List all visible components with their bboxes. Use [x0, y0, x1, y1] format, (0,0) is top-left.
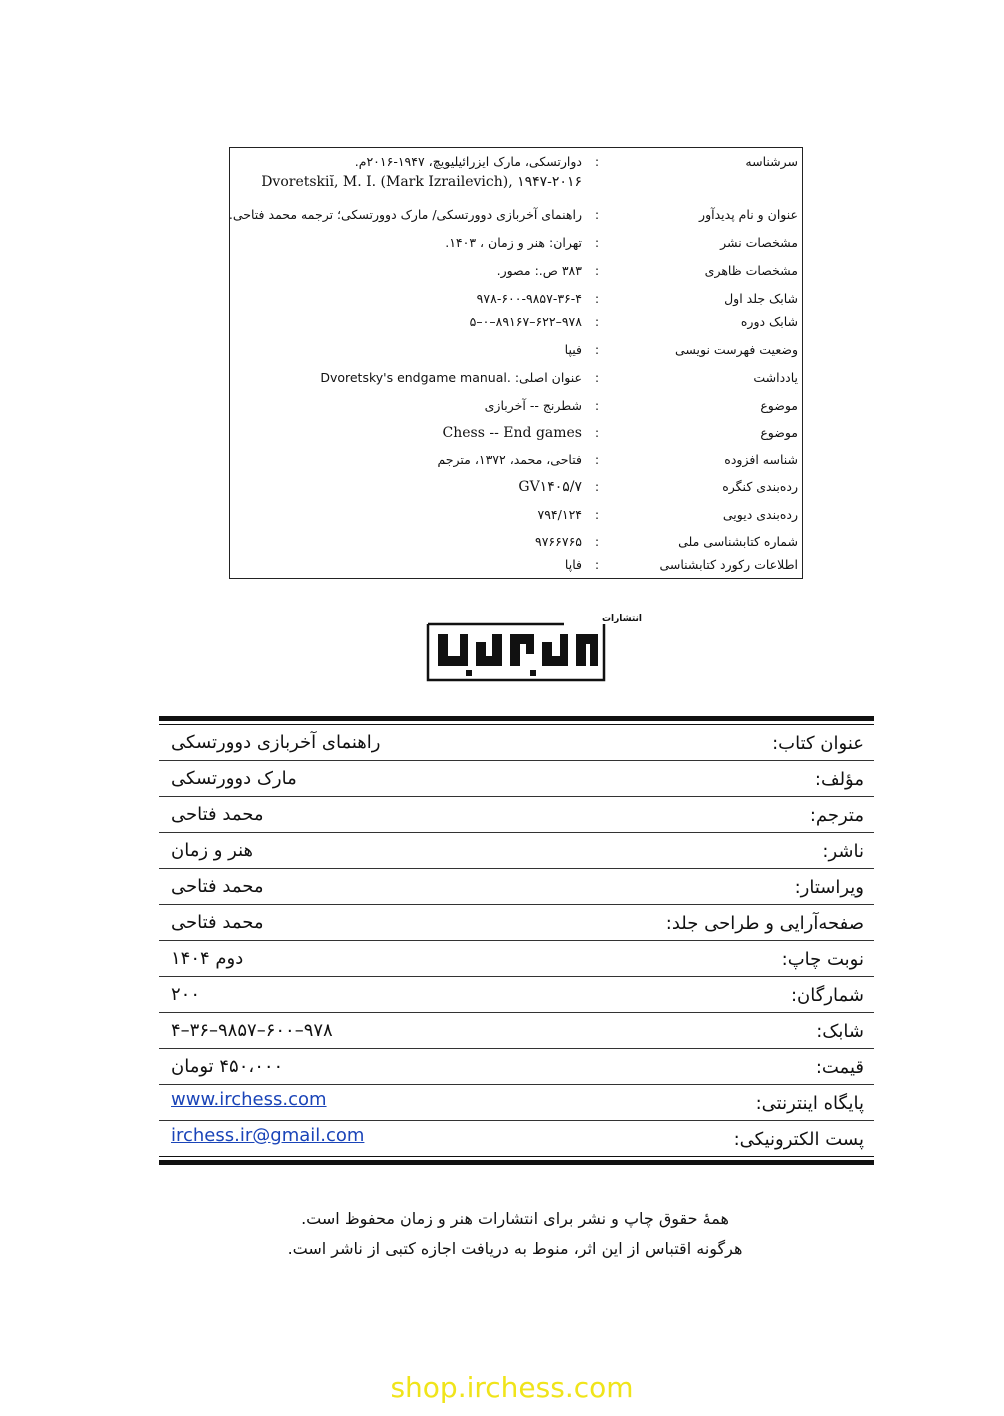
info-row-isbn — [159, 1013, 874, 1049]
website-link[interactable]: www.irchess.com — [171, 1089, 327, 1110]
cip-colon: : — [595, 535, 600, 549]
cip-label: شناسه افزوده — [724, 452, 798, 467]
cip-label: شابک دوره — [740, 314, 798, 329]
info-row-website — [159, 1085, 874, 1121]
info-value: هنر و زمان — [171, 840, 254, 861]
info-value: محمد فتاحی — [171, 804, 264, 825]
cip-label: عنوان و نام پدیدآور — [699, 207, 798, 222]
shop-footer-text: shop.irchess.com — [390, 1371, 634, 1404]
info-value: ۲۰۰ — [171, 984, 201, 1005]
info-label: نوبت چاپ: — [781, 949, 864, 970]
cip-value: ۳۸۳ ص.: مصور. — [496, 263, 582, 278]
info-label: شابک: — [816, 1021, 864, 1042]
cip-label: مشخصات ظاهری — [704, 263, 798, 278]
cip-row-national-bib-no — [230, 530, 802, 554]
cip-colon: : — [595, 480, 600, 494]
info-row-layout-design — [159, 905, 874, 941]
info-row-title — [159, 725, 874, 761]
cip-row-added-entry — [230, 448, 802, 472]
info-row-translator — [159, 797, 874, 833]
cip-value: ۹۷۸–۶۲۲–۸۹۱۶۷–۰–۵ — [469, 314, 582, 329]
cip-value: ۹۷۶۶۷۶۵ — [535, 534, 582, 549]
cip-value: فیپا — [564, 342, 582, 357]
info-label: مترجم: — [809, 805, 864, 826]
cip-row-isbn-set — [230, 310, 802, 334]
book-info-table — [159, 716, 874, 1165]
info-label: صفحه‌آرایی و طراحی جلد: — [665, 913, 864, 934]
info-label: پایگاه اینترنتی: — [755, 1093, 864, 1114]
cip-value: راهنمای آخربازی دوورتسکی/ مارک دوورتسکی؛ ترجمه محمد فتاحی. — [228, 207, 582, 222]
cip-row-lc-class — [230, 475, 802, 499]
cip-value: دوارتسکی، مارک ایزرائیلیویچ، ۱۹۴۷-۲۰۱۶م. — [354, 154, 582, 169]
info-row-publisher — [159, 833, 874, 869]
cip-colon: : — [595, 399, 600, 413]
cip-label: اطلاعات رکورد کتابشناسی — [659, 557, 798, 572]
info-row-author — [159, 761, 874, 797]
cip-value: تهران: هنر و زمان ، ۱۴۰۳. — [445, 235, 582, 250]
cip-label: وضعیت فهرست نویسی — [674, 342, 798, 357]
cip-row-subject-fa — [230, 394, 802, 418]
cip-label: شابک جلد اول — [724, 291, 798, 306]
cip-colon: : — [595, 453, 600, 467]
cip-row-subject-en — [230, 421, 802, 445]
info-row-print-run — [159, 977, 874, 1013]
info-value: محمد فتاحی — [171, 912, 264, 933]
cip-colon: : — [595, 208, 600, 222]
cip-label: شماره کتابشناسی ملی — [678, 534, 798, 549]
table-top-thick-rule — [159, 716, 874, 721]
cip-value: عنوان اصلی: .Dvoretsky's endgame manual — [320, 370, 582, 385]
info-value: مارک دوورتسکی — [171, 768, 297, 789]
info-value: ۹۷۸–۶۰۰–۹۸۵۷–۳۶–۴ — [171, 1020, 333, 1041]
cip-row-isbn-vol1 — [230, 287, 802, 311]
info-row-editor — [159, 869, 874, 905]
info-value: دوم ۱۴۰۴ — [171, 948, 244, 969]
cip-colon: : — [595, 315, 600, 329]
cip-label: مشخصات نشر — [720, 235, 798, 250]
cip-value: فتاحی، محمد، ۱۳۷۲، مترجم — [437, 452, 582, 467]
info-value: راهنمای آخربازی دوورتسکی — [171, 732, 381, 753]
email-link[interactable]: irchess.ir@gmail.com — [171, 1125, 365, 1146]
info-label: مؤلف: — [814, 769, 864, 790]
copyright-line-1: همهٔ حقوق چاپ و نشر برای انتشارات هنر و زمان محفوظ است. — [301, 1209, 729, 1228]
cip-value: فاپا — [564, 557, 582, 572]
publisher-logo — [426, 612, 642, 682]
cip-label: ردەبندی کنگره — [722, 479, 798, 494]
cataloguing-box — [229, 147, 803, 579]
cip-label: ردەبندی دیویی — [722, 507, 798, 522]
copyright-line-2: هرگونه اقتباس از این اثر، منوط به دریافت اجازه کتبی از ناشر است. — [287, 1239, 743, 1258]
cip-label: موضوع — [760, 425, 798, 440]
cip-colon: : — [595, 558, 600, 572]
cip-row-publication — [230, 231, 802, 255]
cip-value: ۹۷۸-۶۰۰-۹۸۵۷-۳۶-۴ — [476, 291, 582, 306]
cip-label: سرشناسه — [745, 154, 798, 169]
cip-colon: : — [595, 371, 600, 385]
info-row-edition — [159, 941, 874, 977]
info-label: پست الکترونیکی: — [733, 1129, 864, 1150]
publisher-logo-mark — [426, 612, 642, 682]
svg-text:انتشارات: انتشارات — [602, 614, 642, 624]
cip-label: یادداشت — [753, 370, 798, 385]
cip-colon: : — [595, 155, 600, 169]
cip-row-cataloguing-status — [230, 338, 802, 362]
cip-colon: : — [595, 264, 600, 278]
cip-colon: : — [595, 292, 600, 306]
cip-value: شطرنج -- آخربازی — [484, 398, 582, 413]
cip-row-physical — [230, 259, 802, 283]
cip-row-dewey — [230, 503, 802, 527]
cip-colon: : — [595, 236, 600, 250]
cip-row-title — [230, 203, 802, 227]
cip-colon: : — [595, 343, 600, 357]
info-label: عنوان کتاب: — [772, 733, 864, 754]
cip-row-note — [230, 366, 802, 390]
info-row-price — [159, 1049, 874, 1085]
info-label: ناشر: — [822, 841, 864, 862]
cip-value: GV۱۴۰۵/۷ — [518, 479, 582, 495]
info-value: محمد فتاحی — [171, 876, 264, 897]
cip-colon: : — [595, 426, 600, 440]
info-label: ویراستار: — [794, 877, 864, 898]
cip-label: موضوع — [760, 398, 798, 413]
cip-row-record-info — [230, 553, 802, 577]
cip-value-latin: Dvoretskiĭ, M. I. (Mark Izrailevich), ۱۹۴۷-۲۰۱۶ — [261, 174, 582, 190]
cip-row-main-entry — [230, 150, 802, 196]
cip-value: Chess -- End games — [442, 425, 582, 441]
cip-value: ۷۹۴/۱۲۴ — [537, 507, 582, 522]
cip-colon: : — [595, 508, 600, 522]
info-value: ۴۵۰،۰۰۰ تومان — [171, 1056, 284, 1077]
info-row-email — [159, 1121, 874, 1156]
info-label: شمارگان: — [790, 985, 864, 1006]
info-label: قیمت: — [815, 1057, 864, 1078]
table-bottom-thick-rule — [159, 1160, 874, 1165]
